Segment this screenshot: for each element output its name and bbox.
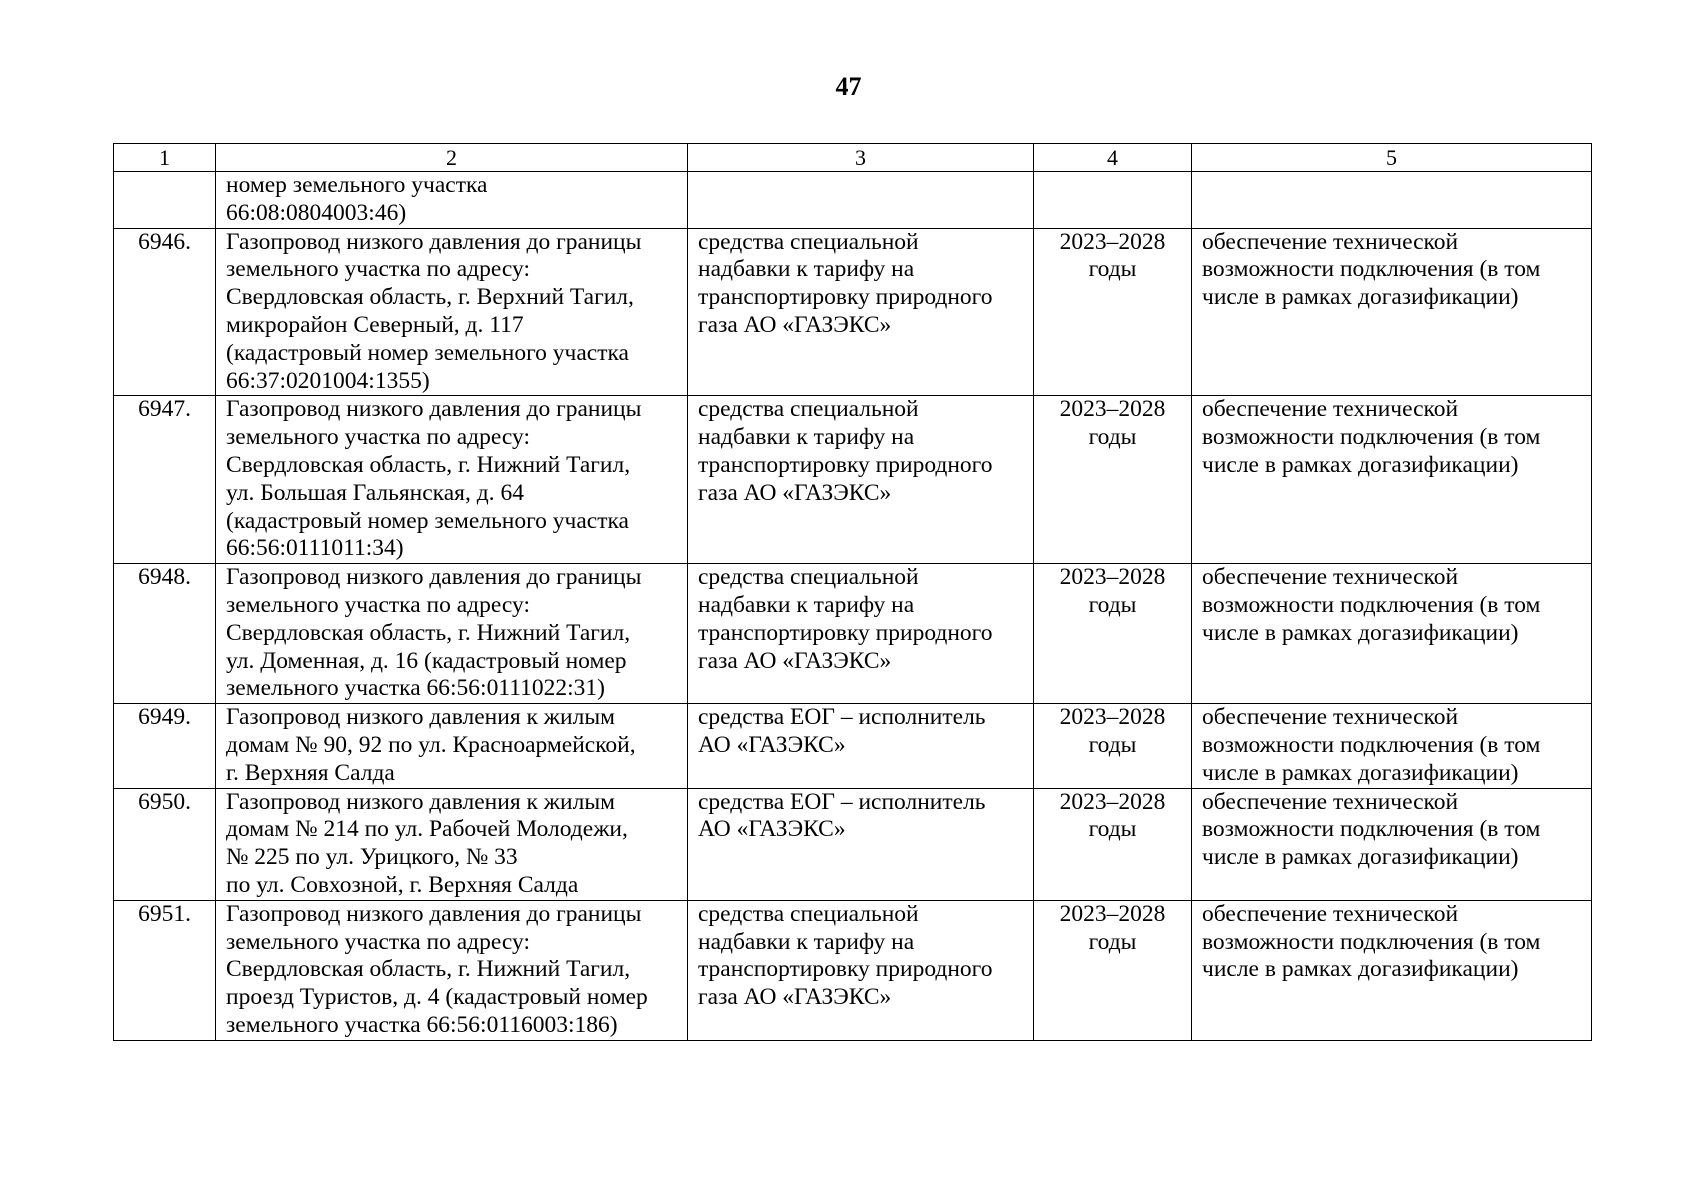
table-body	[114, 144, 1592, 1041]
row-number-cell: 6947.	[114, 396, 216, 564]
period-cell: 2023–2028 годы	[1034, 396, 1192, 564]
goal-cell: обеспечение технической возможности подключения (в том числе в рамках догазификации)	[1192, 900, 1592, 1040]
goal-cell: обеспечение технической возможности подключения (в том числе в рамках догазификации)	[1192, 228, 1592, 396]
column-numbers-row	[114, 144, 1592, 172]
funding-source-cell: средства ЕОГ – исполнитель АО «ГАЗЭКС»	[688, 704, 1034, 788]
goal-cell	[1192, 172, 1592, 229]
table-row	[114, 704, 1592, 788]
object-cell: номер земельного участка 66:08:0804003:46)	[216, 172, 688, 229]
row-number-cell: 6946.	[114, 228, 216, 396]
object-cell: Газопровод низкого давления к жилым домам № 214 по ул. Рабочей Молодежи, № 225 по ул. Урицкого, № 33 по ул. Совхозной, г. Верхняя Салда	[216, 788, 688, 900]
column-header-2: 2	[216, 144, 688, 172]
funding-source-cell: средства специальной надбавки к тарифу на транспортировку природного газа АО «ГАЗЭКС»	[688, 228, 1034, 396]
table-row	[114, 228, 1592, 396]
row-number-cell: 6950.	[114, 788, 216, 900]
column-header-4: 4	[1034, 144, 1192, 172]
period-cell: 2023–2028 годы	[1034, 900, 1192, 1040]
column-header-1: 1	[114, 144, 216, 172]
table-row	[114, 564, 1592, 704]
goal-cell: обеспечение технической возможности подключения (в том числе в рамках догазификации)	[1192, 564, 1592, 704]
row-number-cell: 6951.	[114, 900, 216, 1040]
funding-source-cell: средства специальной надбавки к тарифу на транспортировку природного газа АО «ГАЗЭКС»	[688, 564, 1034, 704]
period-cell: 2023–2028 годы	[1034, 788, 1192, 900]
funding-source-cell: средства специальной надбавки к тарифу на транспортировку природного газа АО «ГАЗЭКС»	[688, 396, 1034, 564]
row-number-cell: 6949.	[114, 704, 216, 788]
funding-source-cell: средства специальной надбавки к тарифу на транспортировку природного газа АО «ГАЗЭКС»	[688, 900, 1034, 1040]
column-header-3: 3	[688, 144, 1034, 172]
program-table	[113, 143, 1592, 1041]
table-row	[114, 396, 1592, 564]
column-header-5: 5	[1192, 144, 1592, 172]
object-cell: Газопровод низкого давления до границы земельного участка по адресу: Свердловская область, г. Верхний Тагил, микрорайон Северный, д. 117 (кадастровый номер земельного участка 66:37:0201004:1355)	[216, 228, 688, 396]
continuation-row	[114, 172, 1592, 229]
goal-cell: обеспечение технической возможности подключения (в том числе в рамках догазификации)	[1192, 788, 1592, 900]
object-cell: Газопровод низкого давления до границы земельного участка по адресу: Свердловская область, г. Нижний Тагил, ул. Доменная, д. 16 (кадастровый номер земельного участка 66:56:0111022:31)	[216, 564, 688, 704]
funding-source-cell: средства ЕОГ – исполнитель АО «ГАЗЭКС»	[688, 788, 1034, 900]
period-cell: 2023–2028 годы	[1034, 564, 1192, 704]
period-cell: 2023–2028 годы	[1034, 228, 1192, 396]
period-cell: 2023–2028 годы	[1034, 704, 1192, 788]
table-row	[114, 788, 1592, 900]
goal-cell: обеспечение технической возможности подключения (в том числе в рамках догазификации)	[1192, 396, 1592, 564]
period-cell	[1034, 172, 1192, 229]
object-cell: Газопровод низкого давления к жилым домам № 90, 92 по ул. Красноармейской, г. Верхняя Салда	[216, 704, 688, 788]
object-cell: Газопровод низкого давления до границы земельного участка по адресу: Свердловская область, г. Нижний Тагил, проезд Туристов, д. 4 (кадастровый номер земельного участка 66:56:0116003:186)	[216, 900, 688, 1040]
goal-cell: обеспечение технической возможности подключения (в том числе в рамках догазификации)	[1192, 704, 1592, 788]
row-number-cell	[114, 172, 216, 229]
table-row	[114, 900, 1592, 1040]
page-number: 47	[835, 72, 862, 101]
funding-source-cell	[688, 172, 1034, 229]
row-number-cell: 6948.	[114, 564, 216, 704]
object-cell: Газопровод низкого давления до границы земельного участка по адресу: Свердловская область, г. Нижний Тагил, ул. Большая Гальянская, д. 64 (кадастровый номер земельного участка 66:56:0111011:34)	[216, 396, 688, 564]
